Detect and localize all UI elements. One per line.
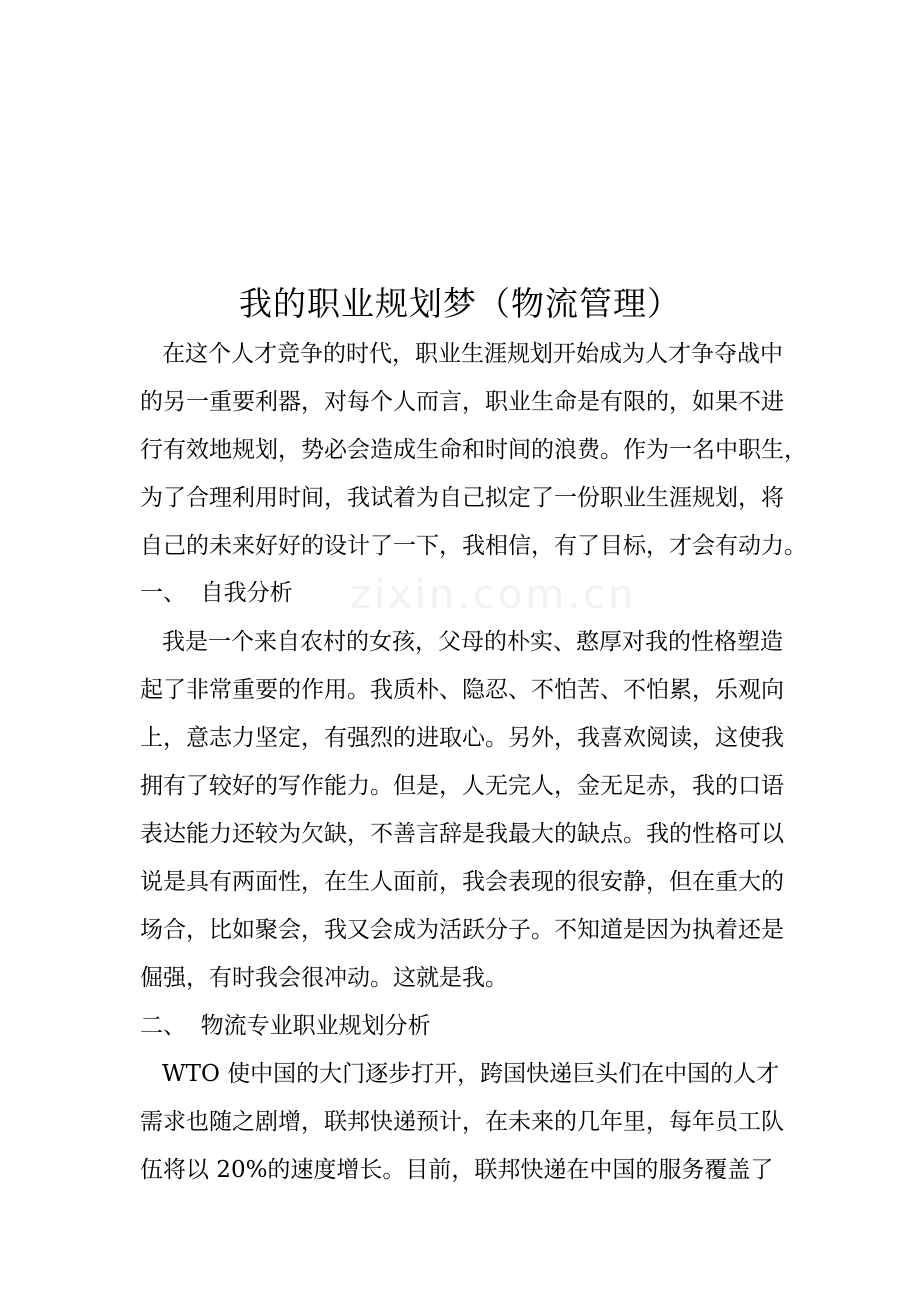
paragraph-line: 表达能力还较为欠缺，不善言辞是我最大的缺点。我的性格可以 — [140, 821, 784, 847]
document-title: 我的职业规划梦（物流管理） — [239, 284, 681, 323]
paragraph-line: 行有效地规划，势必会造成生命和时间的浪费。作为一名中职生， — [140, 437, 807, 463]
paragraph-line: 场合，比如聚会，我又会成为活跃分子。不知道是因为执着还是 — [140, 917, 784, 943]
paragraph-line: 起了非常重要的作用。我质朴、隐忍、不怕苦、不怕累，乐观向 — [140, 677, 784, 703]
paragraph-line: 上，意志力坚定，有强烈的进取心。另外，我喜欢阅读，这使我 — [140, 725, 784, 751]
paragraph-line: 拥有了较好的写作能力。但是，人无完人，金无足赤，我的口语 — [140, 773, 784, 799]
paragraph-line: 在这个人才竞争的时代，职业生涯规划开始成为人才争夺战中 — [162, 341, 783, 367]
paragraph-line: 自己的未来好好的设计了一下，我相信，有了目标，才会有动力。 — [140, 533, 807, 559]
paragraph-line: 为了合理利用时间，我试着为自己拟定了一份职业生涯规划，将 — [140, 485, 784, 511]
paragraph-line: 的另一重要利器，对每个人而言，职业生命是有限的，如果不进 — [140, 389, 784, 415]
paragraph-line: 需求也随之剧增，联邦快递预计，在未来的几年里，每年员工队 — [140, 1109, 784, 1135]
watermark: zixin.com.cn — [350, 572, 637, 618]
section-heading: 二、 物流专业职业规划分析 — [140, 1013, 431, 1039]
paragraph-line: 我是一个来自农村的女孩，父母的朴实、憨厚对我的性格塑造 — [162, 629, 783, 655]
paragraph-line: 倔强，有时我会很冲动。这就是我。 — [140, 965, 508, 991]
paragraph-line: WTO 使中国的大门逐步打开，跨国快递巨头们在中国的人才 — [162, 1061, 780, 1087]
paragraph-line: 说是具有两面性，在生人面前，我会表现的很安静，但在重大的 — [140, 869, 784, 895]
paragraph-line: 伍将以 20%的速度增长。目前，联邦快递在中国的服务覆盖了 — [140, 1157, 774, 1183]
section-heading: 一、 自我分析 — [140, 580, 293, 606]
